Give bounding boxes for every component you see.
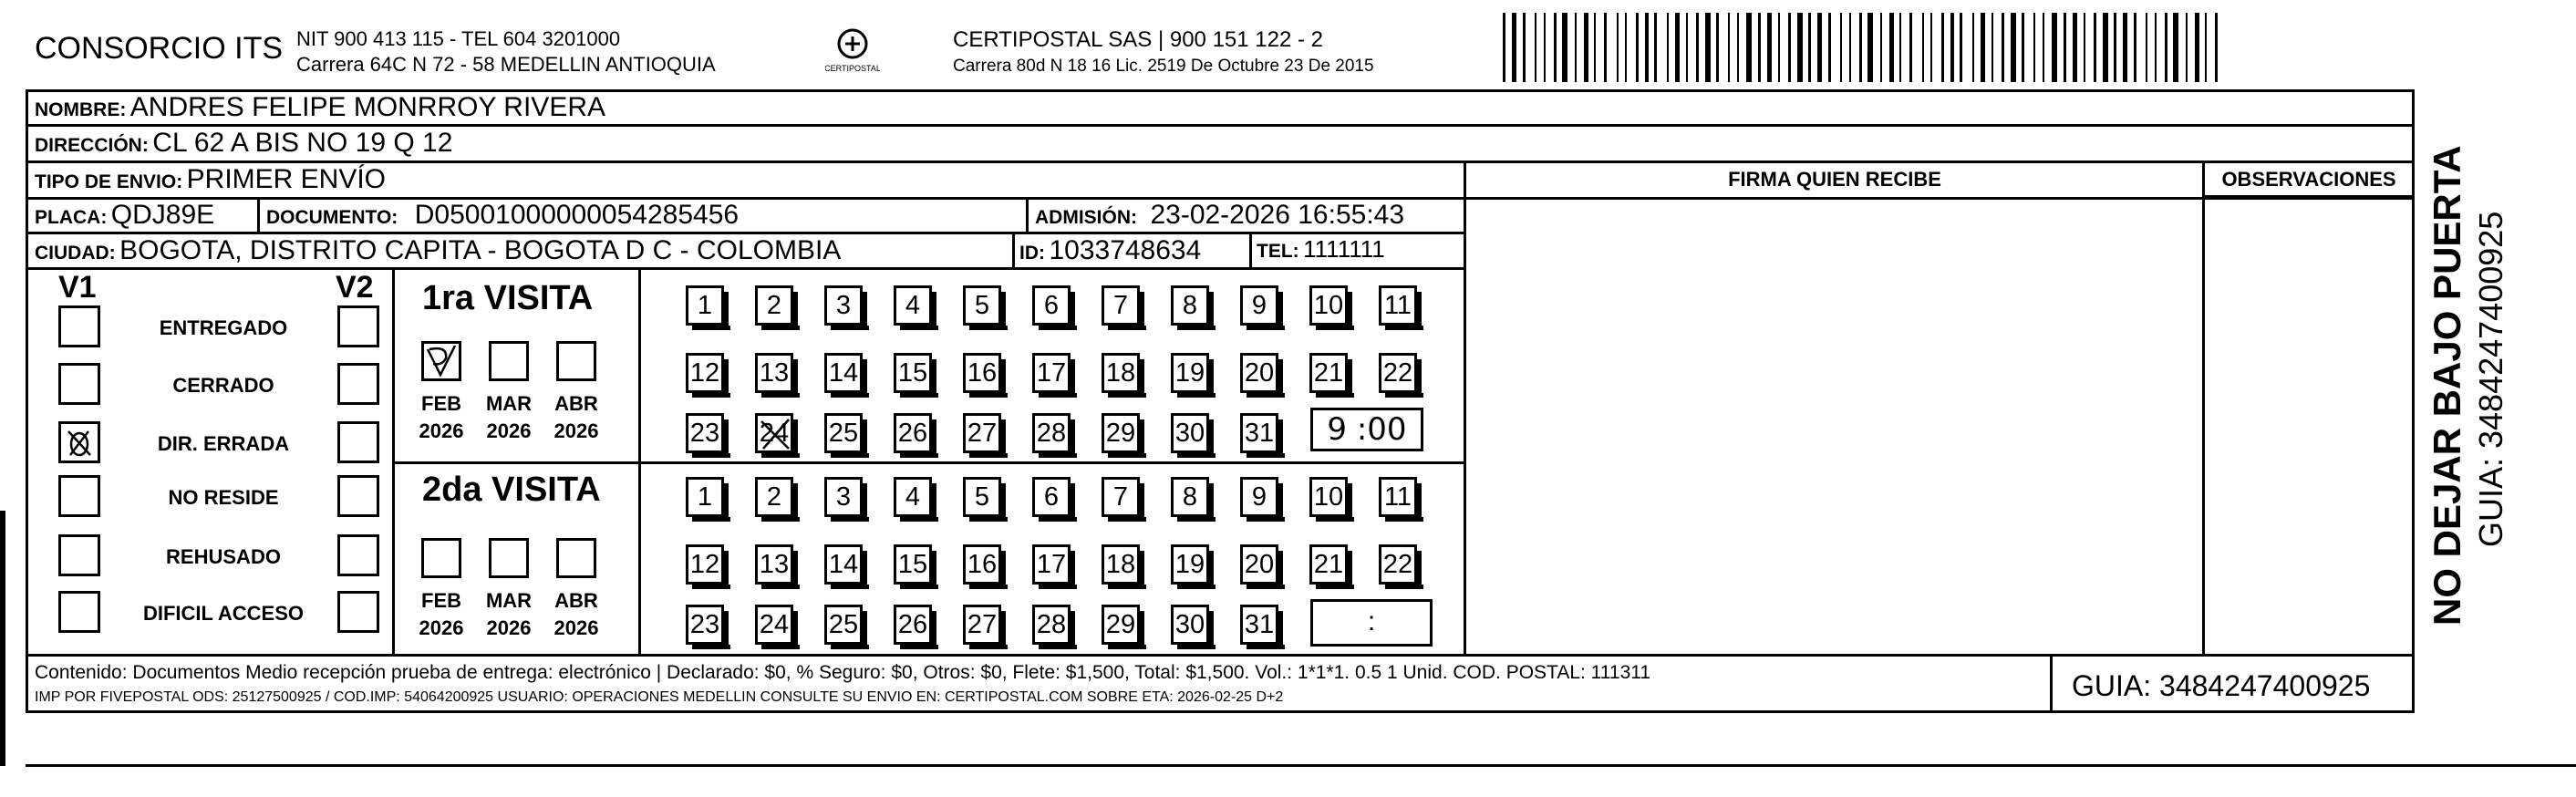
second-visit-time-box[interactable] xyxy=(1310,599,1433,647)
contenido-text: Contenido: Documentos Medio recepción prueba de entrega: electrónico | Declarado: $0, % Seguro: $0, Otros: $0, Flete: $1,500, Total: $1,500. Vol.: 1*1*1. 0.5 1 Unid. COD. POSTAL: 111311 xyxy=(35,662,1651,683)
day-number: 15 xyxy=(897,358,928,388)
day-number: 12 xyxy=(689,358,720,388)
day-box[interactable] xyxy=(1102,544,1140,585)
day-number: 25 xyxy=(828,610,859,639)
day-number: 7 xyxy=(1112,291,1129,320)
day-box[interactable] xyxy=(1032,353,1071,393)
day-box[interactable] xyxy=(1102,413,1140,453)
day-number: 17 xyxy=(1036,550,1067,579)
day-number: 10 xyxy=(1313,482,1344,512)
v2-checkbox[interactable] xyxy=(337,591,379,633)
placa-value: QDJ89E xyxy=(110,200,215,230)
status-label: ENTREGADO xyxy=(159,316,288,339)
day-number: 23 xyxy=(689,610,720,639)
first-visit-time-handwritten: 9 :00 xyxy=(1327,411,1407,448)
day-number: 16 xyxy=(967,358,998,388)
day-box[interactable] xyxy=(963,285,1001,326)
documento-value: D05001000000054285456 xyxy=(414,200,740,230)
first-visit-time-box[interactable] xyxy=(1310,408,1423,451)
day-number: 11 xyxy=(1383,291,1412,320)
imp-text: IMP POR FIVEPOSTAL ODS: 25127500925 / COD.IMP: 54064200925 USUARIO: OPERACIONES MEDELLIN CONSULTE SU ENVIO EN: CERTIPOSTAL.COM SOBRE ETA: 2026-02-25 D+2 xyxy=(35,689,1284,705)
day-number: 14 xyxy=(828,358,859,388)
placa-label: PLACA: xyxy=(35,207,108,228)
day-box[interactable] xyxy=(894,353,932,393)
day-box[interactable] xyxy=(1171,544,1209,585)
day-box[interactable] xyxy=(1379,285,1417,326)
day-box[interactable] xyxy=(1171,285,1209,326)
id-value: 1033748634 xyxy=(1049,235,1202,265)
v2-checkbox[interactable] xyxy=(337,534,379,576)
day-box[interactable] xyxy=(1171,413,1209,453)
day-number: 6 xyxy=(1043,482,1060,512)
day-box[interactable] xyxy=(824,285,863,326)
year-label: 2026 xyxy=(486,419,532,442)
day-box[interactable] xyxy=(686,353,724,393)
day-number: 20 xyxy=(1244,550,1275,579)
status-label: CERRADO xyxy=(172,374,274,397)
day-box[interactable] xyxy=(1102,477,1140,517)
day-number: 11 xyxy=(1383,482,1412,512)
day-number: 9 xyxy=(1251,291,1267,320)
day-box[interactable] xyxy=(1240,353,1278,393)
month-label: ABR xyxy=(554,392,598,415)
day-number: 13 xyxy=(759,550,790,579)
day-number: 9 xyxy=(1251,482,1267,512)
status-label: REHUSADO xyxy=(166,545,281,568)
side-guia: GUIA: 3484247400925 xyxy=(2472,211,2509,547)
second-visit-time-sep: : xyxy=(1367,606,1376,637)
tel-label: TEL: xyxy=(1257,241,1299,262)
day-number: 25 xyxy=(828,419,859,448)
v2-checkbox[interactable] xyxy=(337,475,379,517)
day-number: 14 xyxy=(828,550,859,579)
day-number: 24 xyxy=(759,419,790,448)
month-label: ABR xyxy=(554,589,598,612)
day-box[interactable] xyxy=(1240,477,1278,517)
day-number: 8 xyxy=(1182,482,1198,512)
status-label: DIR. ERRADA xyxy=(157,432,290,455)
v1-checkbox[interactable] xyxy=(58,591,100,633)
day-number: 23 xyxy=(689,419,720,448)
day-number: 3 xyxy=(835,482,852,512)
day-number: 4 xyxy=(905,291,921,320)
month-checkbox[interactable] xyxy=(556,341,596,381)
day-box[interactable] xyxy=(963,605,1001,645)
tipo-envio-value: PRIMER ENVÍO xyxy=(186,164,387,194)
day-number: 13 xyxy=(759,358,790,388)
day-box[interactable] xyxy=(1171,353,1209,393)
day-box[interactable] xyxy=(1032,477,1071,517)
day-number: 1 xyxy=(697,482,713,512)
day-number: 12 xyxy=(689,550,720,579)
month-checkbox-checked[interactable] xyxy=(421,341,461,381)
day-number: 1 xyxy=(697,291,713,320)
day-number: 28 xyxy=(1036,419,1067,448)
year-label: 2026 xyxy=(553,616,599,639)
day-number: 20 xyxy=(1244,358,1275,388)
day-box[interactable] xyxy=(686,477,724,517)
admision-label: ADMISIÓN: xyxy=(1035,207,1137,228)
day-box[interactable] xyxy=(755,285,793,326)
certipostal-logo xyxy=(825,26,880,77)
day-number: 21 xyxy=(1313,358,1344,388)
year-label: 2026 xyxy=(419,419,464,442)
day-number: 28 xyxy=(1036,610,1067,639)
day-number: 5 xyxy=(974,482,990,512)
day-box[interactable] xyxy=(755,605,793,645)
day-number: 18 xyxy=(1105,550,1136,579)
day-box[interactable] xyxy=(1171,605,1209,645)
day-box[interactable] xyxy=(755,477,793,517)
tipo-envio-label: TIPO DE ENVIO: xyxy=(35,171,183,192)
month-checkbox[interactable] xyxy=(556,538,596,578)
day-number: 31 xyxy=(1244,610,1275,639)
day-box[interactable] xyxy=(963,353,1001,393)
first-visit-title: 1ra VISITA xyxy=(422,279,594,317)
v1-checkbox[interactable] xyxy=(58,305,100,347)
day-number: 26 xyxy=(897,610,928,639)
day-number: 19 xyxy=(1174,358,1205,388)
day-number: 16 xyxy=(967,550,998,579)
day-box[interactable] xyxy=(1379,477,1417,517)
day-box[interactable] xyxy=(686,605,724,645)
admision-value: 23-02-2026 16:55:43 xyxy=(1150,200,1405,230)
direccion-value: CL 62 A BIS NO 19 Q 12 xyxy=(152,128,453,158)
operator-line2: Carrera 80d N 18 16 Lic. 2519 De Octubre 23 De 2015 xyxy=(953,57,1374,76)
month-label: FEB xyxy=(421,589,461,612)
day-box[interactable] xyxy=(824,605,863,645)
day-box[interactable] xyxy=(1379,544,1417,585)
day-box[interactable] xyxy=(1240,544,1278,585)
day-number: 2 xyxy=(766,291,782,320)
day-box[interactable] xyxy=(894,605,932,645)
day-number: 8 xyxy=(1182,291,1198,320)
day-box[interactable] xyxy=(1102,605,1140,645)
day-box[interactable] xyxy=(1032,413,1071,453)
day-box[interactable] xyxy=(686,544,724,585)
footer-guia: GUIA: 3484247400925 xyxy=(2072,669,2371,702)
day-number: 10 xyxy=(1313,291,1344,320)
month-checkbox[interactable] xyxy=(489,341,529,381)
company-name: CONSORCIO ITS xyxy=(35,31,284,66)
barcode xyxy=(1503,13,2232,82)
day-box[interactable] xyxy=(824,413,863,453)
nombre-value: ANDRES FELIPE MONRROY RIVERA xyxy=(129,92,606,122)
day-number: 21 xyxy=(1313,550,1344,579)
day-box[interactable] xyxy=(1171,477,1209,517)
v1-checkbox[interactable] xyxy=(58,363,100,405)
day-number: 30 xyxy=(1174,419,1205,448)
day-number: 27 xyxy=(967,419,998,448)
day-box[interactable] xyxy=(894,544,932,585)
day-number: 5 xyxy=(974,291,990,320)
day-box[interactable] xyxy=(755,544,793,585)
day-box[interactable] xyxy=(894,413,932,453)
day-number: 26 xyxy=(897,419,928,448)
day-number: 2 xyxy=(766,482,782,512)
day-number: 24 xyxy=(759,610,790,639)
day-number: 4 xyxy=(905,482,921,512)
second-visit-title: 2da VISITA xyxy=(422,471,601,509)
day-box[interactable] xyxy=(1240,413,1278,453)
v1-checkbox-checked[interactable] xyxy=(58,421,100,463)
day-number: 31 xyxy=(1244,419,1275,448)
day-box[interactable] xyxy=(755,353,793,393)
day-box[interactable] xyxy=(824,353,863,393)
nombre-label: NOMBRE: xyxy=(35,99,127,120)
day-box[interactable] xyxy=(1309,477,1348,517)
operator-line1: CERTIPOSTAL SAS | 900 151 122 - 2 xyxy=(953,27,1323,52)
tel-value: 1111111 xyxy=(1303,235,1385,263)
day-box[interactable] xyxy=(1032,285,1071,326)
v1-checkbox[interactable] xyxy=(58,534,100,576)
status-label: NO RESIDE xyxy=(168,486,279,509)
day-number: 29 xyxy=(1105,610,1136,639)
day-box[interactable] xyxy=(686,285,724,326)
ciudad-value: BOGOTA, DISTRITO CAPITA - BOGOTA D C - COLOMBIA xyxy=(119,235,842,265)
day-box[interactable] xyxy=(894,477,932,517)
day-box[interactable] xyxy=(963,544,1001,585)
day-box[interactable] xyxy=(686,413,724,453)
day-box[interactable] xyxy=(1240,285,1278,326)
day-number: 30 xyxy=(1174,610,1205,639)
day-number: 22 xyxy=(1382,358,1413,388)
day-number: 17 xyxy=(1036,358,1067,388)
day-box[interactable] xyxy=(1309,544,1348,585)
id-label: ID: xyxy=(1019,243,1045,264)
day-box[interactable] xyxy=(1032,605,1071,645)
day-number: 15 xyxy=(897,550,928,579)
firma-header: FIRMA QUIEN RECIBE xyxy=(1728,168,1941,191)
day-box[interactable] xyxy=(1102,285,1140,326)
v1-checkbox[interactable] xyxy=(58,475,100,517)
svg-text:CERTIPOSTAL: CERTIPOSTAL xyxy=(825,64,880,73)
day-box[interactable] xyxy=(894,285,932,326)
status-label: DIFICIL ACCESO xyxy=(142,602,304,625)
day-box[interactable] xyxy=(963,413,1001,453)
year-label: 2026 xyxy=(553,419,599,442)
day-number: 29 xyxy=(1105,419,1136,448)
day-box[interactable] xyxy=(1309,285,1348,326)
day-number: 27 xyxy=(967,610,998,639)
day-box[interactable] xyxy=(1032,544,1071,585)
year-label: 2026 xyxy=(419,616,464,639)
v2-label: V2 xyxy=(336,270,374,305)
day-box[interactable] xyxy=(1102,353,1140,393)
day-box[interactable] xyxy=(824,544,863,585)
month-checkbox[interactable] xyxy=(421,538,461,578)
day-number: 19 xyxy=(1174,550,1205,579)
company-nit: NIT 900 413 115 - TEL 604 3201000 xyxy=(296,27,621,50)
day-number: 6 xyxy=(1043,291,1060,320)
day-box-marked[interactable] xyxy=(755,413,793,453)
direccion-label: DIRECCIÓN: xyxy=(35,135,149,156)
day-number: 22 xyxy=(1382,550,1413,579)
month-label: MAR xyxy=(485,589,533,612)
day-box[interactable] xyxy=(963,477,1001,517)
month-checkbox[interactable] xyxy=(489,538,529,578)
day-number: 18 xyxy=(1105,358,1136,388)
day-number: 3 xyxy=(835,291,852,320)
observaciones-header: OBSERVACIONES xyxy=(2221,168,2396,191)
day-box[interactable] xyxy=(824,477,863,517)
ciudad-label: CIUDAD: xyxy=(35,243,116,264)
v2-checkbox[interactable] xyxy=(337,421,379,463)
month-label: MAR xyxy=(485,392,533,415)
month-label: FEB xyxy=(421,392,461,415)
side-warning: NO DEJAR BAJO PUERTA xyxy=(2426,145,2468,626)
v2-checkbox[interactable] xyxy=(337,363,379,405)
day-number: 7 xyxy=(1112,482,1129,512)
company-address: Carrera 64C N 72 - 58 MEDELLIN ANTIOQUIA xyxy=(296,53,716,76)
v1-label: V1 xyxy=(58,270,97,305)
day-box[interactable] xyxy=(1240,605,1278,645)
day-box[interactable] xyxy=(1309,353,1348,393)
v2-checkbox[interactable] xyxy=(337,305,379,347)
day-box[interactable] xyxy=(1379,353,1417,393)
year-label: 2026 xyxy=(486,616,532,639)
documento-label: DOCUMENTO: xyxy=(266,207,398,228)
